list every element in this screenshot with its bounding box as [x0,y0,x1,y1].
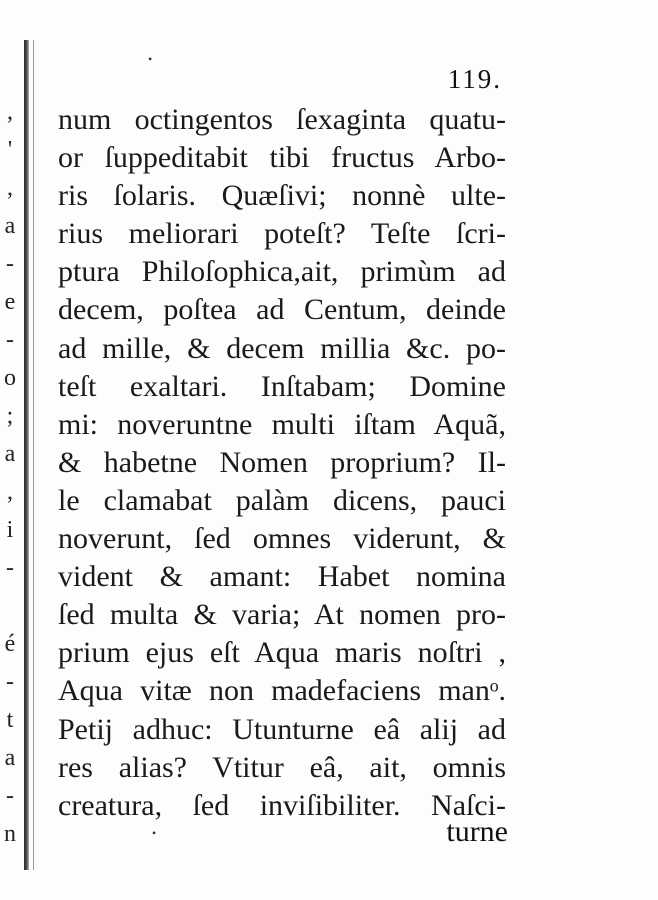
text-line: & habetne Nomen proprium? Il- [58,445,506,479]
ink-speck: • [152,826,157,840]
facing-page-glyph: - [6,555,14,581]
facing-page-glyph: a [4,213,16,239]
facing-page-glyph: a [4,441,16,467]
facing-page-glyph: n [4,821,16,847]
text-line: num octingentos ſexaginta quatu- [58,103,506,136]
catchword: turne [446,815,508,848]
binding-edge-shadow [33,40,34,870]
text-line: noverunt, ſed omnes viderunt, & [58,522,506,556]
text-line: rius meliorari poteſt? Teſte ſcri- [58,217,506,251]
text-line: Aqua vitæ non madefaciens manᵒ. [58,674,506,708]
facing-page-glyph: ' [7,137,13,163]
text-line: teſt exaltari. Inſtabam; Domine [58,369,506,403]
text-line: creatura, ſed inviſibiliter. Naſci- [58,788,506,822]
facing-page-glyph: e [4,289,16,315]
text-line: ſed multa & varia; At nomen pro- [58,598,506,632]
text-line: res alias? Vtitur eâ, ait, omnis [58,750,506,784]
text-line: prium ejus eſt Aqua maris noſtri , [58,636,506,670]
binding-edge [24,40,29,870]
facing-page-glyph: - [6,669,14,695]
text-line: ris ſolaris. Quæſivi; nonnè ulte- [58,179,506,213]
page-number: 119. [447,64,502,94]
facing-page-glyph: ; [6,403,14,429]
facing-page-glyph: é [4,631,16,657]
text-line: ptura Philoſophica,ait, primùm ad [58,255,506,289]
text-line: vident & amant: Habet nomina [58,560,506,594]
facing-page-glyph: , [7,175,13,201]
body-text [58,101,506,825]
text-line: ad mille, & decem millia &c. po- [58,331,506,365]
facing-page-glyph: - [6,251,14,277]
facing-page-glyph: t [6,707,14,733]
ink-speck: • [148,52,153,66]
facing-page-glyph: - [6,327,14,353]
text-line: mi: noveruntne multi iſtam Aquã, [58,407,506,441]
facing-page-glyph: , [7,479,13,505]
facing-page-glyph: i [6,517,14,543]
facing-page-glyph: a [4,745,16,771]
text-line: or ſuppeditabit tibi fructus Arbo- [58,141,506,175]
text-line: decem, poſtea ad Centum, deinde [58,293,506,327]
facing-page-glyph: o [4,365,16,391]
text-line: Petij adhuc: Utunturne eâ alij ad [58,712,506,746]
facing-page-glyph: - [6,783,14,809]
facing-page-glyph: , [7,99,13,125]
text-line: le clamabat palàm dicens, pauci [58,483,506,517]
